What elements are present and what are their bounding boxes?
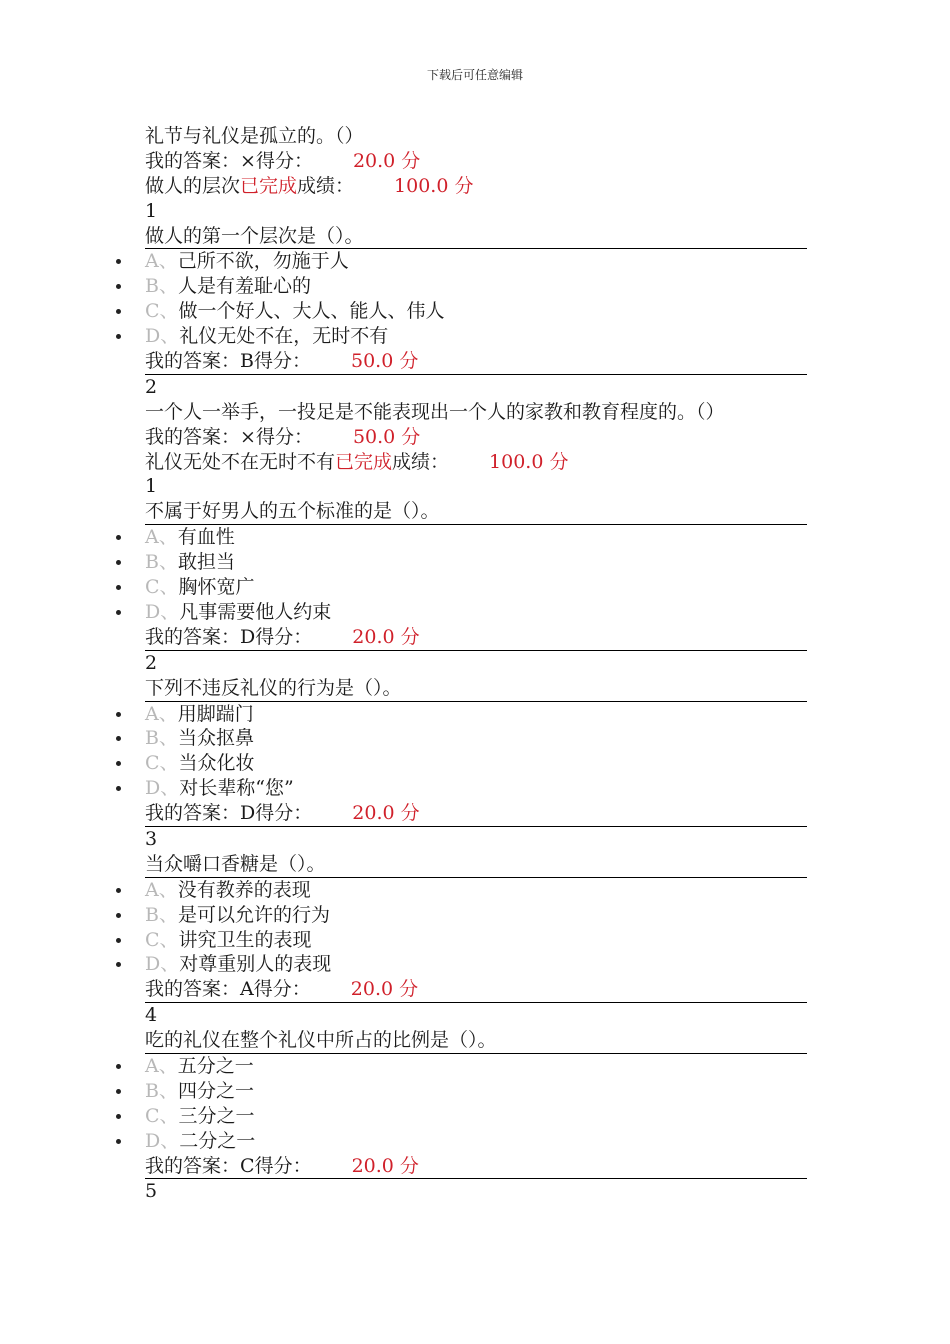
option-letter: A、 [145,702,178,725]
option-letter: B、 [145,1079,178,1102]
option-item [145,776,807,801]
option-letter: A、 [145,250,178,273]
option-item [145,1079,807,1104]
question-number: 3 [145,827,158,850]
question-text: 做人的第一个层次是（）。 [145,224,807,250]
option-item [145,299,807,324]
score-value: 50.0 分 [351,350,419,373]
question-text: 一个人一举手，一投足是不能表现出一个人的家教和教育程度的。（） [145,400,725,423]
answer-value: D [240,625,256,648]
option-letter: D、 [145,1129,180,1152]
section-header [145,450,807,475]
option-letter: C、 [145,576,179,599]
option-letter: C、 [145,300,179,323]
option-item [145,249,807,274]
option-letter: A、 [145,878,178,901]
option-item [145,751,807,776]
score-label: 得分： [255,149,313,172]
score-value: 20.0 分 [351,1154,419,1177]
option-text: 有血性 [177,526,235,549]
section-status: 已完成 [240,174,298,197]
option-item [145,525,807,550]
answer-line [145,977,807,1003]
option-letter: B、 [145,275,178,298]
option-text: 是可以允许的行为 [177,903,330,926]
option-letter: C、 [145,1104,179,1127]
question-text: 礼节与礼仪是孤立的。（） [145,125,364,147]
answer-label: 我的答案： [145,978,241,1001]
option-item [145,575,807,600]
option-item [145,1054,807,1079]
option-text: 当众化妆 [178,752,255,775]
option-text: 对长辈称“您” [179,777,294,800]
score-label: 得分： [255,425,313,448]
option-letter: A、 [145,1054,178,1077]
option-letter: A、 [145,526,178,549]
option-item [145,928,807,953]
option-text: 礼仪无处不在，无时不有 [179,325,389,348]
grade-value: 100.0 分 [489,450,569,473]
section-header [145,174,807,199]
quiz-content [145,124,807,1204]
answer-label: 我的答案： [145,1154,241,1177]
option-letter: D、 [145,325,180,348]
grade-value: 100.0 分 [394,174,474,197]
answer-line [145,425,807,450]
score-label: 得分： [253,978,311,1001]
question-text: 下列不违反礼仪的行为是（）。 [145,676,807,702]
option-letter: D、 [145,600,180,623]
question-number: 2 [145,651,158,674]
option-item [145,1104,807,1129]
answer-line [145,149,807,174]
section-title: 做人的层次 [145,174,241,197]
option-text: 凡事需要他人约束 [179,600,332,623]
answer-value: × [240,425,256,448]
option-text: 讲究卫生的表现 [178,928,312,951]
answer-label: 我的答案： [145,802,241,825]
question-text: 不属于好男人的五个标准的是（）。 [145,499,807,525]
answer-label: 我的答案： [145,625,241,648]
option-item [145,1129,807,1154]
page-header: 下载后可任意编辑 [426,68,523,82]
section-title: 礼仪无处不在无时不有 [145,450,336,473]
option-letter: D、 [145,777,180,800]
grade-label: 成绩： [392,450,450,473]
answer-value: B [240,350,254,373]
option-text: 胸怀宽广 [178,576,255,599]
answer-value: D [240,802,256,825]
grade-label: 成绩： [297,174,355,197]
option-text: 人是有羞耻心的 [177,275,311,298]
option-letter: B、 [145,727,178,750]
option-text: 做一个好人、大人、能人、伟人 [178,300,445,323]
option-item [145,903,807,928]
option-letter: C、 [145,928,179,951]
option-item [145,274,807,299]
option-text: 敢担当 [177,551,235,574]
question-text: 吃的礼仪在整个礼仪中所占的比例是（）。 [145,1028,807,1054]
option-item [145,878,807,903]
option-text: 当众抠鼻 [177,727,254,750]
answer-value: C [240,1154,255,1177]
option-text: 没有教养的表现 [177,878,311,901]
question-number: 1 [145,199,158,222]
option-letter: B、 [145,903,178,926]
answer-line [145,1154,807,1180]
answer-value: × [240,149,256,172]
option-item [145,600,807,625]
answer-label: 我的答案： [145,350,241,373]
score-label: 得分： [255,625,313,648]
question-number: 4 [145,1004,158,1027]
option-item [145,726,807,751]
score-value: 20.0 分 [350,978,419,1001]
score-value: 50.0 分 [352,425,421,448]
answer-label: 我的答案： [145,425,241,448]
option-text: 五分之一 [177,1054,254,1077]
option-text: 己所不欲，勿施于人 [177,250,349,273]
answer-label: 我的答案： [145,149,241,172]
answer-value: A [240,978,254,1001]
option-item [145,702,807,727]
option-text: 用脚踹门 [177,702,254,725]
option-letter: D、 [145,953,180,976]
score-value: 20.0 分 [352,149,421,172]
option-letter: B、 [145,551,178,574]
score-label: 得分： [253,350,311,373]
option-item [145,550,807,575]
option-letter: C、 [145,752,179,775]
question-text: 当众嚼口香糖是（）。 [145,852,807,878]
answer-line [145,625,807,651]
option-item [145,324,807,349]
option-item [145,952,807,977]
option-text: 对尊重别人的表现 [179,953,332,976]
section-status: 已完成 [335,450,393,473]
score-value: 20.0 分 [352,625,420,648]
question-number: 5 [145,1180,158,1203]
option-text: 四分之一 [177,1079,254,1102]
answer-line [145,801,807,827]
question-number: 1 [145,475,158,498]
answer-line [145,349,807,375]
score-label: 得分： [255,802,313,825]
score-value: 20.0 分 [352,802,420,825]
option-text: 二分之一 [179,1129,256,1152]
option-text: 三分之一 [178,1104,255,1127]
score-label: 得分： [254,1154,312,1177]
question-number: 2 [145,375,158,398]
